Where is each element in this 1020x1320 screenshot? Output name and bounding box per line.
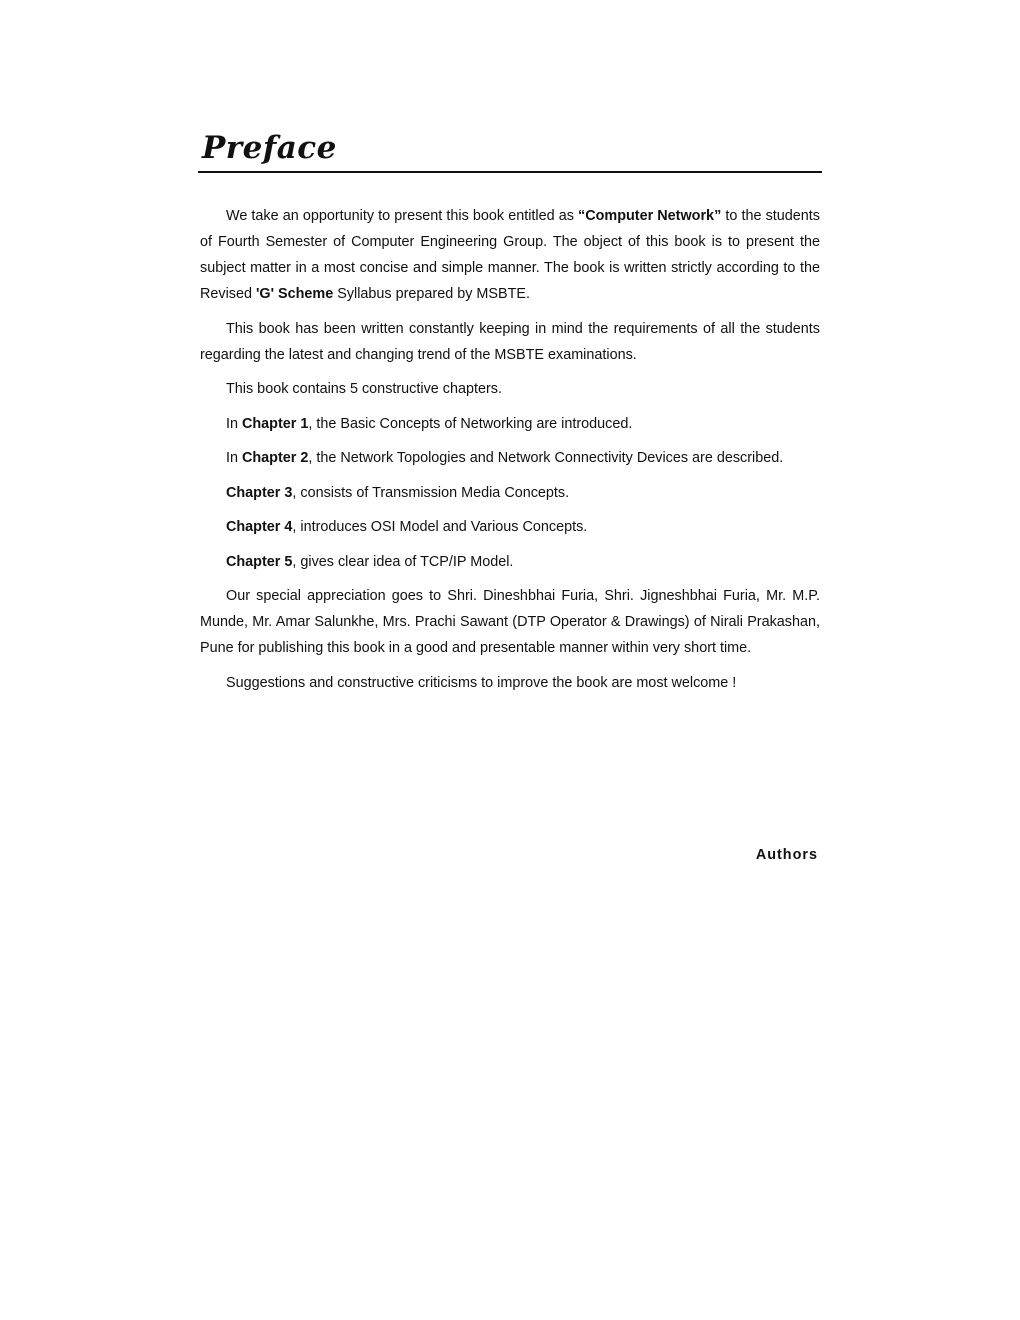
paragraph-chapter-5: Chapter 5, gives clear idea of TCP/IP Model. [226, 553, 514, 570]
book-title: “Computer Network” [578, 208, 722, 224]
paragraph-chapter-3: Chapter 3, consists of Transmission Media Concepts. [226, 484, 570, 501]
preface-page [200, 128, 820, 863]
paragraph-acknowledgement: Our special appreciation goes to Shri. Dineshbhai Furia, Shri. Jigneshbhai Furia, Mr. M.P. Munde, Mr. Amar Salunkhe, Mrs. Prachi Sawant (DTP Operator & Drawings) of Nirali Prakashan, Pune for publishing this book in a good and presentable manner within very short time. [200, 588, 820, 656]
chapter-4-label: Chapter 4 [226, 519, 293, 535]
chapter-2-label: Chapter 2 [242, 450, 309, 466]
scheme-name: 'G' Scheme [256, 286, 334, 302]
paragraph-chapter-4: Chapter 4, introduces OSI Model and Various Concepts. [226, 519, 588, 535]
paragraph-chapter-1: In Chapter 1, the Basic Concepts of Networking are introduced. [226, 415, 633, 432]
title-underline [198, 171, 822, 173]
paragraph-chapter-2: In Chapter 2, the Network Topologies and Network Connectivity Devices are described. [226, 450, 784, 466]
paragraph-chapter-count: This book contains 5 constructive chapters. [226, 381, 502, 397]
chapter-5-label: Chapter 5 [226, 553, 293, 570]
authors-signature: Authors [755, 847, 818, 863]
paragraph-purpose: This book has been written constantly keeping in mind the requirements of all the students regarding the latest and changing trend of the MSBTE examinations. [200, 320, 820, 363]
paragraph-intro: We take an opportunity to present this book entitled as “Computer Network” to the students of Fourth Semester of Computer Engineering Group. The object of this book is to present the subject matter in a most concise and simple manner. The book is written strictly according to the Revised 'G' Scheme Syllabus prepared by MSBTE. [200, 208, 820, 302]
chapter-1-label: Chapter 1 [242, 415, 309, 432]
preface-body [200, 203, 820, 696]
paragraph-suggestions: Suggestions and constructive criticisms to improve the book are most welcome ! [226, 674, 737, 691]
page-title: Preface [202, 130, 337, 166]
chapter-3-label: Chapter 3 [226, 484, 293, 501]
